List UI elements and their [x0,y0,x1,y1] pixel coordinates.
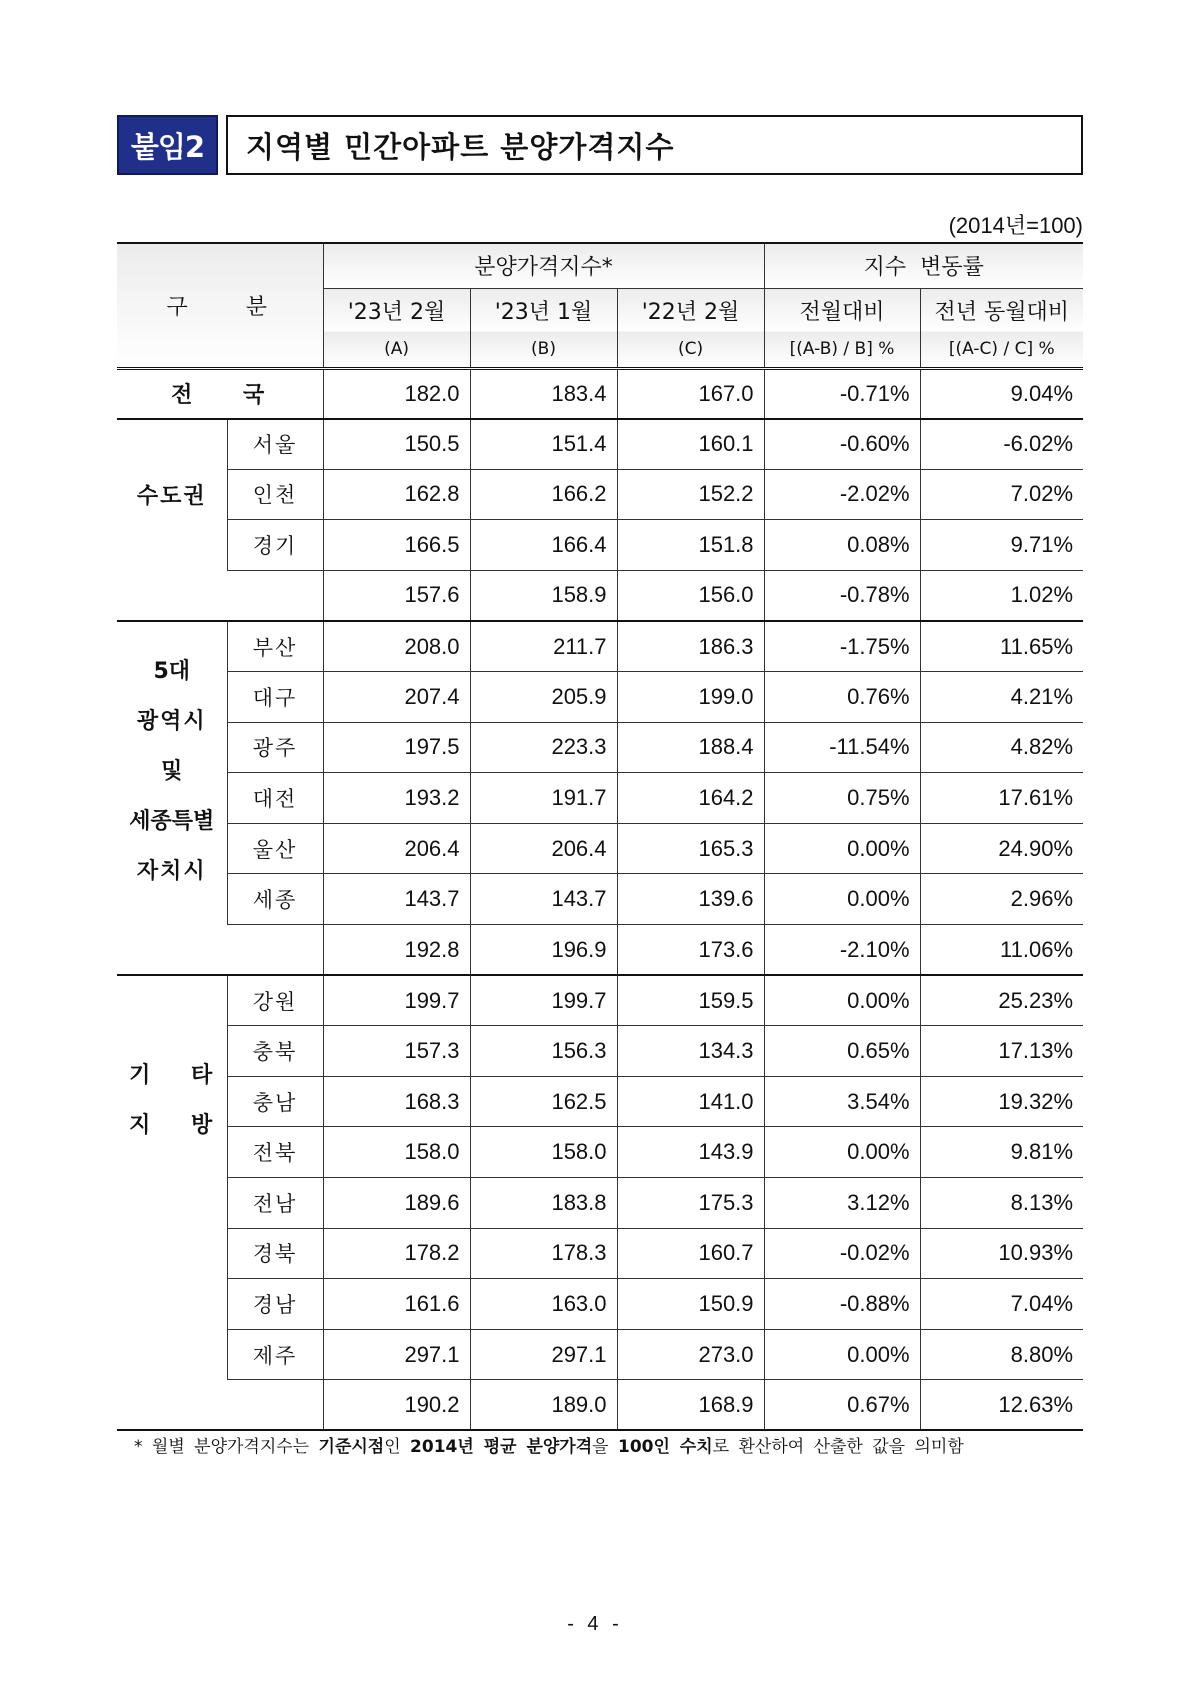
cell-value: 143.7 [323,874,470,925]
table-row [117,722,1083,773]
cell-value: 223.3 [470,722,617,773]
cell-value: 8.13% [920,1178,1083,1229]
region-name: 대전 [227,773,323,824]
cell-value: 157.6 [323,570,470,621]
table-row [117,1329,1083,1380]
cell-value: 150.9 [617,1279,764,1330]
cell-value: 0.00% [764,874,920,925]
col-header-a: '23년 2월 [323,288,470,332]
cell-value: 7.04% [920,1279,1083,1330]
footnote-text: 을 [592,1437,618,1457]
col-header-yoy: 전년 동월대비 [920,288,1083,332]
cell-value: 0.00% [764,975,920,1026]
cell-value: 191.7 [470,773,617,824]
cell-value: 143.9 [617,1127,764,1178]
region-name: 경북 [227,1228,323,1279]
cell-value: 297.1 [323,1329,470,1380]
group-label-line: 광역시 [136,708,207,734]
table-row [117,621,1083,672]
cell-value: 199.7 [470,975,617,1026]
region-name: 충북 [227,1026,323,1077]
page-number: - 4 - [567,1613,623,1635]
cell-value: 163.0 [470,1279,617,1330]
group-label-line: 및 [161,758,183,784]
cell-value: 158.0 [470,1127,617,1178]
cell-value: 0.00% [764,1127,920,1178]
cell-value: 168.9 [617,1380,764,1431]
cell-value: 141.0 [617,1076,764,1127]
footnote-bold: 2014년 평균 분양가격 [410,1437,593,1457]
cell-value: 2.96% [920,874,1083,925]
cell-value: 134.3 [617,1026,764,1077]
footnote-bold: 100인 수치 [617,1437,713,1457]
cell-value: 208.0 [323,621,470,672]
cell-value: 0.75% [764,773,920,824]
cell-value: 166.5 [323,520,470,571]
cell-value: 4.82% [920,722,1083,773]
cell-value: 196.9 [470,925,617,976]
table-row-national [117,368,1083,419]
cell-value: 182.0 [323,368,470,419]
cell-value: 211.7 [470,621,617,672]
cell-value: 25.23% [920,975,1083,1026]
col-sub-b: (B) [470,332,617,368]
cell-value: 17.13% [920,1026,1083,1077]
region-name: 인천 [227,469,323,520]
cell-value: 10.93% [920,1228,1083,1279]
group-label-metro [117,621,227,925]
cell-value: 161.6 [323,1279,470,1330]
cell-value: 199.0 [617,672,764,723]
cell-value: 183.4 [470,368,617,419]
subtotal-row-other [117,1380,1083,1431]
group-label-line: 자치시 [136,858,207,884]
col-sub-a: (A) [323,332,470,368]
table-row [117,672,1083,723]
footnote-bold: 기준시점 [318,1437,385,1457]
region-name: 광주 [227,722,323,773]
cell-value: 160.7 [617,1228,764,1279]
cell-value: -6.02% [920,419,1083,470]
section-title-bar [117,115,1083,175]
group-label-line: 기 타 [129,1063,215,1089]
group-header-change: 지수 변동률 [764,243,1083,288]
region-name: 충남 [227,1076,323,1127]
table-row [117,1076,1083,1127]
cell-value: 11.06% [920,925,1083,976]
cell-value: 193.2 [323,773,470,824]
cell-value: 9.71% [920,520,1083,571]
cell-value: 158.9 [470,570,617,621]
cell-value: 297.1 [470,1329,617,1380]
col-sub-c: (C) [617,332,764,368]
group-label-line: 세종특별 [129,808,215,834]
cell-value: 162.5 [470,1076,617,1127]
cell-value: 0.65% [764,1026,920,1077]
cell-value: 151.8 [617,520,764,571]
cell-value: 162.8 [323,469,470,520]
cell-value: 0.76% [764,672,920,723]
cell-value: 3.12% [764,1178,920,1229]
col-sub-mom: [(A-B) / B] % [764,332,920,368]
group-label-capital: 수도권 [136,484,207,510]
region-name: 세종 [227,874,323,925]
cell-value: 166.2 [470,469,617,520]
cell-value: 178.2 [323,1228,470,1279]
cell-value: 189.0 [470,1380,617,1431]
attachment-badge: 붙임2 [117,115,218,175]
table-row [117,773,1083,824]
cell-value: 159.5 [617,975,764,1026]
price-index-table [117,242,1083,1431]
row-label-national: 전 국 [171,383,269,409]
cell-value: -11.54% [764,722,920,773]
cell-value: 207.4 [323,672,470,723]
table-row [117,520,1083,571]
cell-value: 186.3 [617,621,764,672]
cell-value: 206.4 [323,823,470,874]
cell-value: -0.71% [764,368,920,419]
cell-value: 166.4 [470,520,617,571]
subtotal-row-capital [117,570,1083,621]
cell-value: 158.0 [323,1127,470,1178]
cell-value: 175.3 [617,1178,764,1229]
table-row [117,874,1083,925]
table-row [117,1228,1083,1279]
table-row [117,1127,1083,1178]
cell-value: 206.4 [470,823,617,874]
col-header-c: '22년 2월 [617,288,764,332]
cell-value: 151.4 [470,419,617,470]
cell-value: 160.1 [617,419,764,470]
region-name: 대구 [227,672,323,723]
cell-value: 273.0 [617,1329,764,1380]
table-row [117,975,1083,1026]
cell-value: 19.32% [920,1076,1083,1127]
cell-value: 7.02% [920,469,1083,520]
cell-value: 17.61% [920,773,1083,824]
cell-value: 143.7 [470,874,617,925]
table-row [117,419,1083,470]
region-name: 부산 [227,621,323,672]
category-header: 구 분 [117,243,323,368]
group-label-line: 지 방 [129,1113,215,1139]
cell-value: 8.80% [920,1329,1083,1380]
region-name: 경기 [227,520,323,571]
cell-value: 178.3 [470,1228,617,1279]
cell-value: 188.4 [617,722,764,773]
cell-value: 189.6 [323,1178,470,1229]
cell-value: 165.3 [617,823,764,874]
cell-value: 12.63% [920,1380,1083,1431]
cell-value: -0.78% [764,570,920,621]
group-label-line: 5대 [153,658,191,684]
table-row [117,1178,1083,1229]
cell-value: 24.90% [920,823,1083,874]
cell-value: 9.81% [920,1127,1083,1178]
table-row [117,823,1083,874]
cell-value: -0.60% [764,419,920,470]
region-name: 전남 [227,1178,323,1229]
cell-value: 167.0 [617,368,764,419]
col-sub-yoy: [(A-C) / C] % [920,332,1083,368]
cell-value: -0.88% [764,1279,920,1330]
footnote-text: * 월별 분양가격지수는 [134,1437,319,1457]
table-row [117,1026,1083,1077]
table-row [117,1279,1083,1330]
cell-value: 1.02% [920,570,1083,621]
cell-value: 197.5 [323,722,470,773]
cell-value: -0.02% [764,1228,920,1279]
region-name: 전북 [227,1127,323,1178]
region-name: 서울 [227,419,323,470]
cell-value: 168.3 [323,1076,470,1127]
table-row [117,469,1083,520]
cell-value: 152.2 [617,469,764,520]
cell-value: 183.8 [470,1178,617,1229]
cell-value: 150.5 [323,419,470,470]
col-header-b: '23년 1월 [470,288,617,332]
cell-value: 173.6 [617,925,764,976]
group-label-other [117,975,227,1380]
footnote [134,1432,964,1457]
cell-value: 190.2 [323,1380,470,1431]
cell-value: 205.9 [470,672,617,723]
unit-note: (2014년=100) [948,213,1083,238]
cell-value: 139.6 [617,874,764,925]
cell-value: 0.08% [764,520,920,571]
group-header-index: 분양가격지수* [323,243,764,288]
cell-value: 0.00% [764,1329,920,1380]
footnote-text: 인 [384,1437,411,1457]
cell-value: -2.02% [764,469,920,520]
region-name: 강원 [227,975,323,1026]
cell-value: 0.67% [764,1380,920,1431]
cell-value: -2.10% [764,925,920,976]
cell-value: 199.7 [323,975,470,1026]
cell-value: 157.3 [323,1026,470,1077]
cell-value: 156.0 [617,570,764,621]
cell-value: 0.00% [764,823,920,874]
region-name: 울산 [227,823,323,874]
subtotal-row-metro [117,925,1083,976]
cell-value: 164.2 [617,773,764,824]
col-header-mom: 전월대비 [764,288,920,332]
region-name: 제주 [227,1329,323,1380]
footnote-text: 로 환산하여 산출한 값을 의미함 [712,1437,964,1457]
cell-value: 4.21% [920,672,1083,723]
cell-value: 156.3 [470,1026,617,1077]
page-title: 지역별 민간아파트 분양가격지수 [226,115,1083,175]
region-name: 경남 [227,1279,323,1330]
cell-value: -1.75% [764,621,920,672]
cell-value: 192.8 [323,925,470,976]
cell-value: 9.04% [920,368,1083,419]
cell-value: 3.54% [764,1076,920,1127]
cell-value: 11.65% [920,621,1083,672]
